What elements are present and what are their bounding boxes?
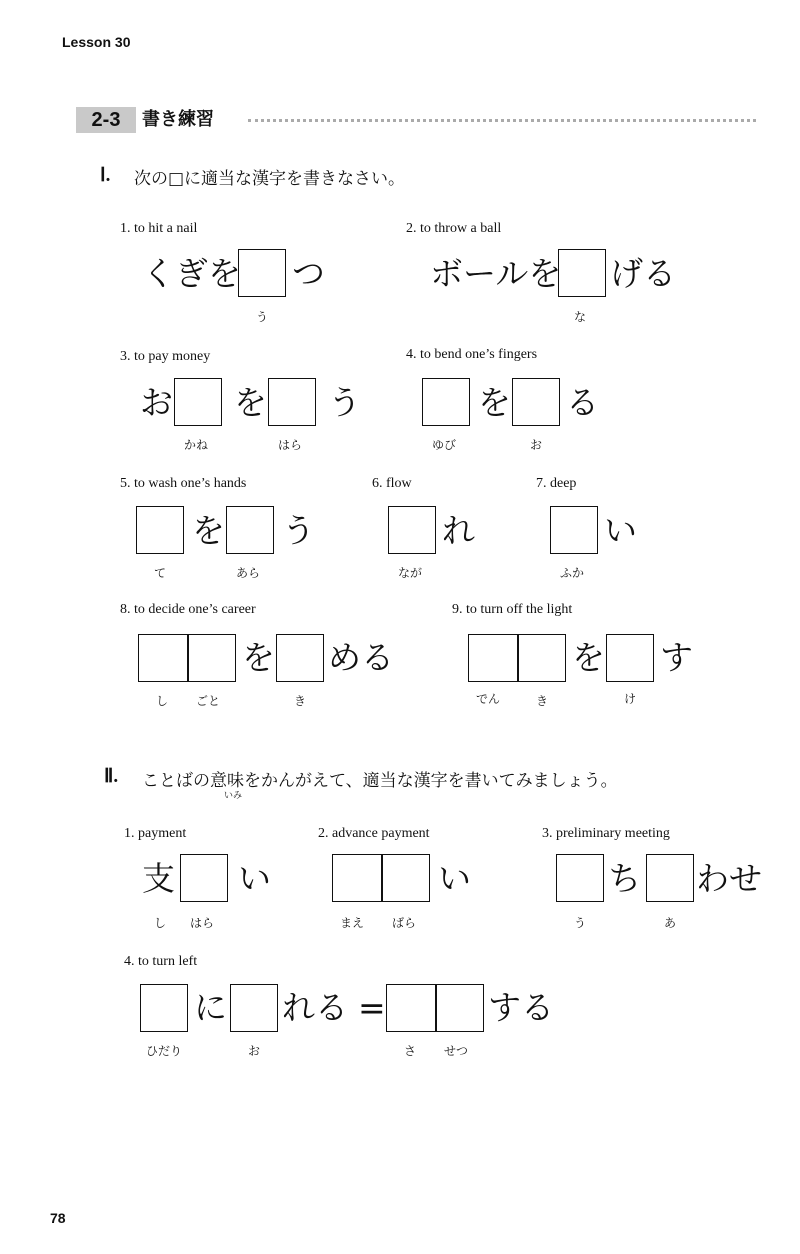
item-label: 5. to wash one’s hands bbox=[120, 476, 247, 491]
part2-numeral: Ⅱ. bbox=[104, 766, 119, 787]
furigana: でん bbox=[476, 692, 501, 706]
furigana: お bbox=[248, 1044, 261, 1058]
item-text-after: つ bbox=[292, 254, 325, 293]
item-label: 3. to pay money bbox=[120, 349, 211, 364]
item-label: 1. payment bbox=[124, 826, 187, 841]
answer-box[interactable] bbox=[140, 984, 188, 1032]
furigana: まえ bbox=[340, 916, 365, 930]
furigana: ふか bbox=[560, 566, 585, 580]
item-label: 4. to bend one’s fingers bbox=[406, 347, 538, 362]
furigana: し bbox=[154, 916, 167, 930]
answer-box[interactable] bbox=[276, 634, 324, 682]
furigana: う bbox=[256, 310, 269, 324]
furigana: お bbox=[530, 438, 543, 452]
item-text: い bbox=[238, 859, 271, 898]
item-label: 9. to turn off the light bbox=[452, 602, 573, 617]
section-title: 書き練習 bbox=[142, 109, 214, 130]
equals-sign: = bbox=[358, 988, 386, 1027]
answer-box[interactable] bbox=[174, 378, 222, 426]
furigana: き bbox=[536, 694, 549, 708]
furigana: あら bbox=[236, 566, 261, 580]
part1-numeral: Ⅰ. bbox=[100, 165, 111, 186]
answer-box[interactable] bbox=[226, 506, 274, 554]
item-label: 2. to throw a ball bbox=[406, 221, 502, 236]
furigana: なが bbox=[398, 566, 423, 580]
item-label: 2. advance payment bbox=[318, 826, 430, 841]
answer-box[interactable] bbox=[550, 506, 598, 554]
item-text: する bbox=[488, 988, 554, 1027]
item-text: を bbox=[242, 638, 275, 677]
answer-box[interactable] bbox=[606, 634, 654, 682]
item-label: 7. deep bbox=[536, 476, 577, 491]
item-label: 4. to turn left bbox=[124, 954, 198, 969]
furigana: て bbox=[154, 566, 167, 580]
answer-box-double[interactable] bbox=[332, 854, 430, 902]
item-text: わせ bbox=[696, 859, 762, 898]
answer-box[interactable] bbox=[512, 378, 560, 426]
dotted-rule bbox=[248, 119, 756, 122]
item-text: に bbox=[194, 988, 227, 1027]
furigana: あ bbox=[664, 916, 677, 930]
item-text: を bbox=[192, 511, 225, 550]
answer-box[interactable] bbox=[180, 854, 228, 902]
part1-instruction: 次の□に適当な漢字を書きなさい。 bbox=[134, 169, 406, 189]
item-text: す bbox=[660, 638, 693, 677]
part2-instruction-kanji: 意味 bbox=[210, 771, 244, 791]
furigana: ゆび bbox=[432, 438, 457, 452]
page-number: 78 bbox=[50, 1210, 66, 1226]
furigana: せつ bbox=[444, 1044, 469, 1058]
item-text: う bbox=[328, 383, 361, 422]
furigana: かね bbox=[184, 438, 209, 452]
lesson-header: Lesson 30 bbox=[62, 34, 131, 50]
item-label: 8. to decide one’s career bbox=[120, 602, 256, 617]
answer-box-double[interactable] bbox=[386, 984, 484, 1032]
item-text-before: ボールを bbox=[430, 254, 562, 293]
furigana: し bbox=[156, 694, 169, 708]
answer-box[interactable] bbox=[556, 854, 604, 902]
answer-box-double[interactable] bbox=[468, 634, 566, 682]
section-number-badge: 2-3 bbox=[76, 107, 136, 133]
answer-box[interactable] bbox=[422, 378, 470, 426]
answer-box-double[interactable] bbox=[138, 634, 236, 682]
item-label: 6. flow bbox=[372, 476, 412, 491]
item-label: 3. preliminary meeting bbox=[542, 826, 670, 841]
item-text: 支 bbox=[142, 859, 175, 898]
answer-box[interactable] bbox=[558, 249, 606, 297]
item-text: を bbox=[478, 383, 511, 422]
answer-box[interactable] bbox=[646, 854, 694, 902]
answer-box[interactable] bbox=[136, 506, 184, 554]
furigana: はら bbox=[278, 438, 303, 452]
furigana: ごと bbox=[196, 694, 221, 708]
item-text: れ bbox=[442, 511, 475, 550]
answer-box[interactable] bbox=[388, 506, 436, 554]
item-text: を bbox=[234, 383, 267, 422]
furigana: け bbox=[624, 692, 637, 706]
furigana: さ bbox=[404, 1044, 417, 1058]
item-text: る bbox=[566, 383, 599, 422]
answer-box[interactable] bbox=[268, 378, 316, 426]
instruction-furigana: いみ bbox=[224, 791, 243, 801]
furigana: ひだり bbox=[146, 1044, 183, 1058]
part2-instruction-a: ことばの bbox=[142, 771, 210, 791]
item-text: める bbox=[328, 638, 394, 677]
item-text-after: げる bbox=[610, 254, 676, 293]
furigana: な bbox=[574, 310, 587, 324]
answer-box[interactable] bbox=[238, 249, 286, 297]
furigana: はら bbox=[190, 916, 215, 930]
item-text: い bbox=[438, 859, 471, 898]
item-label: 1. to hit a nail bbox=[120, 221, 198, 236]
item-text: い bbox=[604, 511, 637, 550]
item-text: う bbox=[282, 511, 315, 550]
furigana: う bbox=[574, 916, 587, 930]
item-text: ち bbox=[608, 859, 641, 898]
answer-box[interactable] bbox=[230, 984, 278, 1032]
part2-instruction-b: をかんがえて、適当な漢字を書いてみましょう。 bbox=[244, 771, 618, 791]
item-text: を bbox=[572, 638, 605, 677]
item-text: れる bbox=[282, 988, 348, 1027]
furigana: ばら bbox=[392, 916, 417, 930]
item-text: お bbox=[140, 383, 173, 422]
furigana: き bbox=[294, 694, 307, 708]
item-text-before: くぎを bbox=[142, 254, 241, 293]
